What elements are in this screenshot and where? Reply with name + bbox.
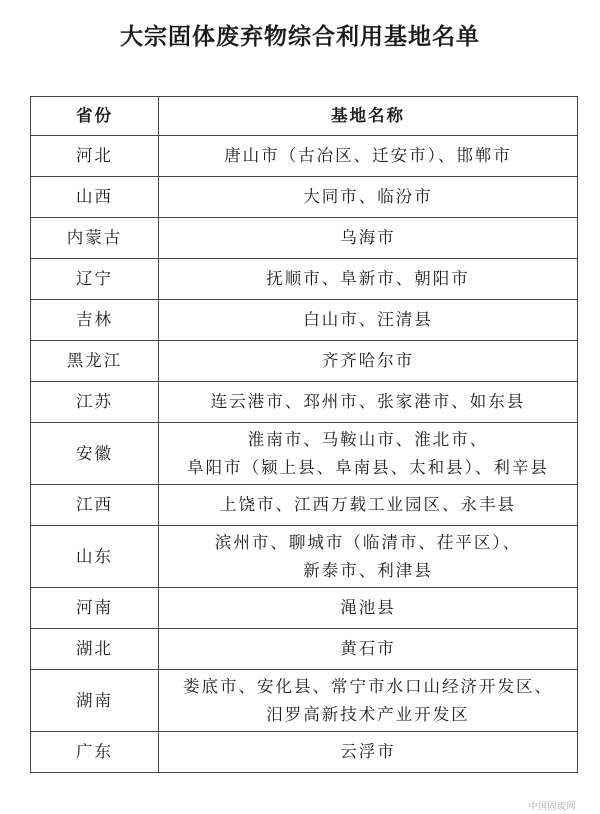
base-name-line: 上饶市、江西万载工业园区、永丰县 — [220, 495, 516, 514]
province-cell: 黑龙江 — [31, 341, 159, 382]
table-row — [31, 382, 578, 423]
province-cell: 山东 — [31, 526, 159, 588]
table-row — [31, 341, 578, 382]
province-cell: 山西 — [31, 177, 159, 218]
base-name-cell — [159, 136, 578, 177]
base-name-cell — [159, 423, 578, 485]
table-row — [31, 526, 578, 588]
province-cell: 吉林 — [31, 300, 159, 341]
base-name-line: 淮南市、马鞍山市、淮北市、 — [247, 429, 489, 449]
base-name-line: 滨州市、聊城市（临清市、茌平区）、 — [214, 532, 522, 552]
table-body — [31, 136, 578, 773]
base-name-line: 大同市、临汾市 — [303, 187, 433, 206]
table-row — [31, 300, 578, 341]
base-name-line: 新泰市、利津县 — [303, 560, 433, 580]
province-cell: 湖北 — [31, 629, 159, 670]
base-name-line: 抚顺市、阜新市、朝阳市 — [266, 269, 470, 288]
table-row — [31, 136, 578, 177]
base-name-line: 白山市、汪清县 — [303, 310, 433, 329]
base-name-line: 汨罗高新技术产业开发区 — [266, 704, 470, 724]
province-cell: 安徽 — [31, 423, 159, 485]
base-name-cell — [159, 732, 578, 773]
table-row — [31, 485, 578, 526]
base-name-line: 乌海市 — [340, 228, 396, 247]
table-header-row — [31, 97, 578, 136]
base-name-line: 齐齐哈尔市 — [321, 351, 415, 370]
base-name-cell — [159, 485, 578, 526]
base-name-cell — [159, 259, 578, 300]
base-name-cell — [159, 218, 578, 259]
base-list-table — [30, 96, 578, 773]
document-title: 大宗固体废弃物综合利用基地名单 — [120, 24, 480, 50]
base-name-line: 连云港市、邳州市、张家港市、如东县 — [210, 392, 526, 411]
watermark: 中国固废网 — [528, 802, 576, 812]
table-row — [31, 423, 578, 485]
table-row — [31, 732, 578, 773]
province-cell: 辽宁 — [31, 259, 159, 300]
table-row — [31, 588, 578, 629]
base-name-line: 唐山市（古冶区、迁安市）、邯郸市 — [224, 146, 512, 165]
header-base-name: 基地名称 — [159, 97, 578, 136]
base-name-cell — [159, 588, 578, 629]
header-province: 省份 — [31, 97, 159, 136]
table-row — [31, 670, 578, 732]
table-row — [31, 218, 578, 259]
table-row — [31, 177, 578, 218]
table-row — [31, 259, 578, 300]
base-name-cell — [159, 341, 578, 382]
base-name-line: 云浮市 — [340, 742, 396, 761]
province-cell: 湖南 — [31, 670, 159, 732]
province-cell: 广东 — [31, 732, 159, 773]
base-name-cell — [159, 177, 578, 218]
province-cell: 河南 — [31, 588, 159, 629]
base-name-cell — [159, 670, 578, 732]
table-row — [31, 629, 578, 670]
base-name-cell — [159, 300, 578, 341]
base-name-cell — [159, 629, 578, 670]
province-cell: 内蒙古 — [31, 218, 159, 259]
base-name-cell — [159, 526, 578, 588]
province-cell: 江苏 — [31, 382, 159, 423]
base-name-line: 黄石市 — [340, 639, 396, 658]
base-name-line: 渑池县 — [340, 598, 396, 617]
province-cell: 江西 — [31, 485, 159, 526]
base-name-cell — [159, 382, 578, 423]
province-cell: 河北 — [31, 136, 159, 177]
base-name-line: 娄底市、安化县、常宁市水口山经济开发区、 — [183, 676, 553, 696]
base-name-line: 阜阳市（颍上县、阜南县、太和县）、利辛县 — [187, 457, 549, 477]
